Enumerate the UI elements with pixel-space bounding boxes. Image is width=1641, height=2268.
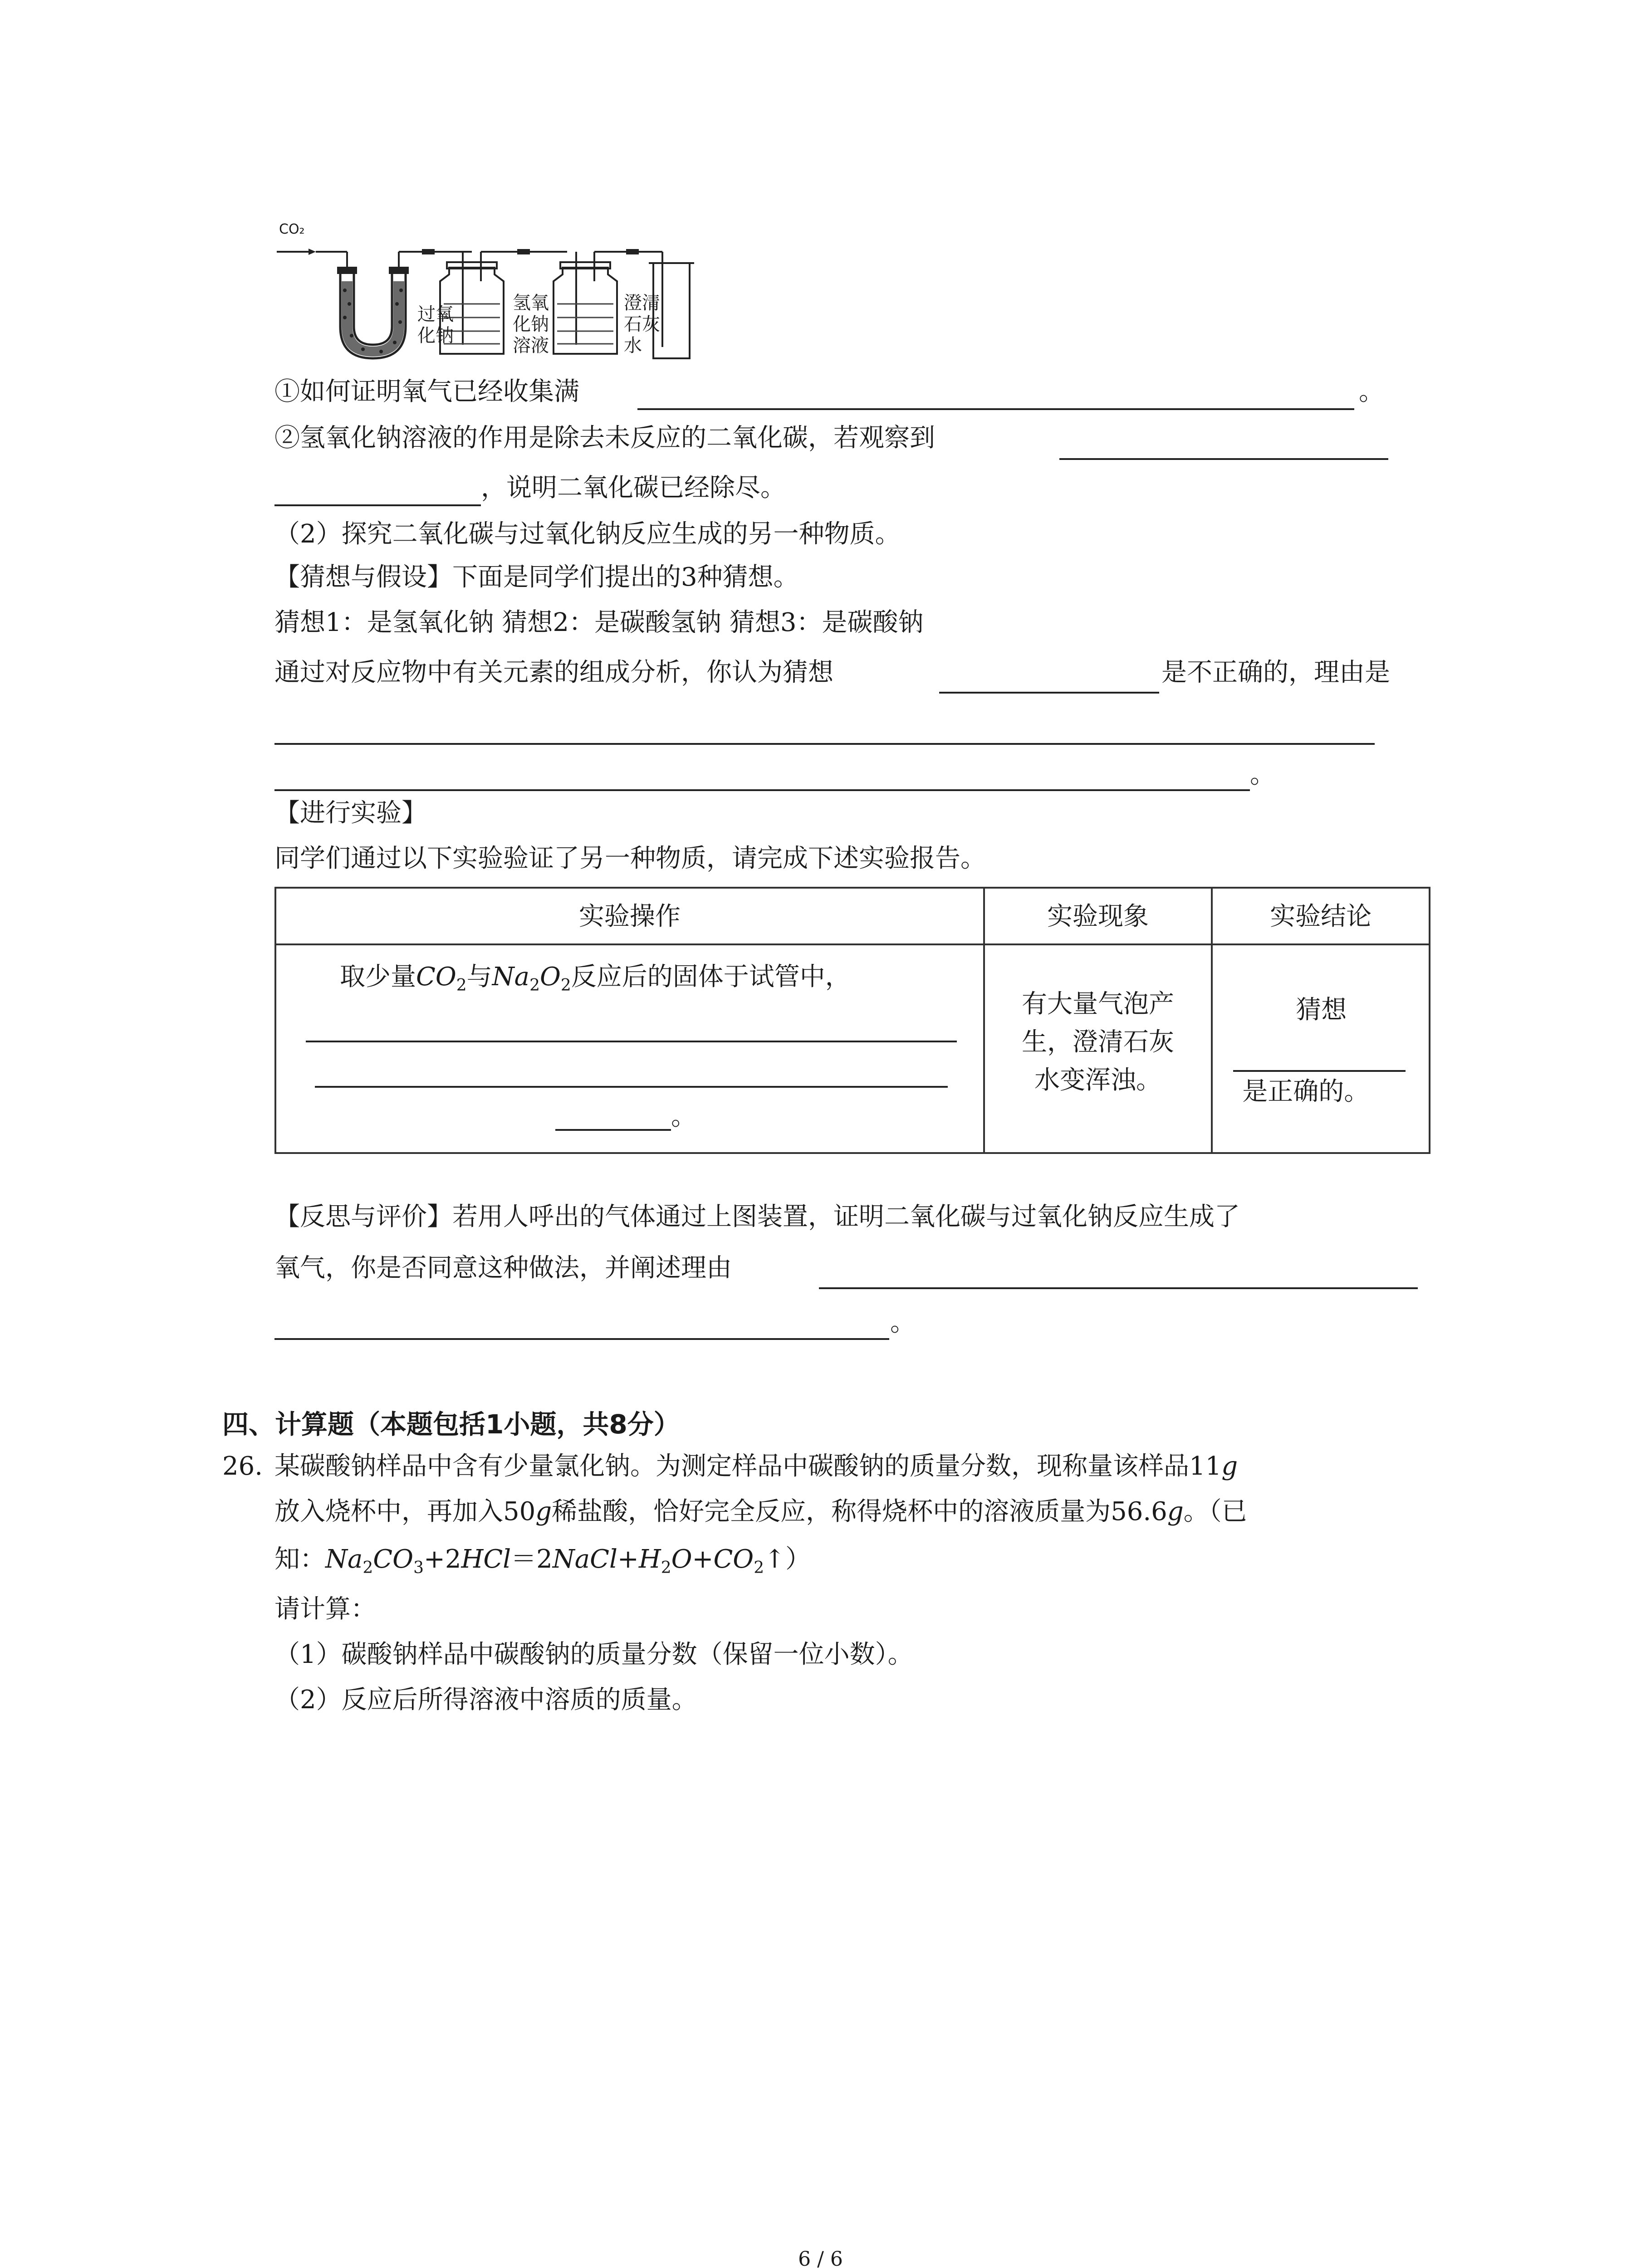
q2-answer-blank[interactable] <box>1059 458 1388 460</box>
operation-prefix: 取少量 <box>340 962 416 992</box>
na2o2-label-line: 过氧 <box>417 304 454 325</box>
limewater-label-line: 石灰 <box>624 314 660 335</box>
eq-na: Na <box>325 1545 363 1574</box>
operation-text <box>340 962 851 995</box>
q26-line2-a: 放入烧杯中，再加入50 <box>274 1497 536 1526</box>
co2-label: CO₂ <box>279 221 305 237</box>
naoh-label-line: 化钠 <box>513 314 549 335</box>
reflection-end: 。 <box>890 1308 916 1337</box>
q2-answer-blank-cont[interactable] <box>274 504 481 506</box>
operation-blank-3[interactable] <box>555 1129 671 1131</box>
q26-line1 <box>274 1454 1238 1479</box>
operation-and: 与 <box>466 962 492 992</box>
operation-cell <box>275 944 984 1153</box>
reflection-reason-blank-1[interactable] <box>819 1287 1418 1289</box>
reflection-line1: 【反思与评价】若用人呼出的气体通过上图装置，证明二氧化碳与过氧化钠反应生成了 <box>274 1202 1240 1232</box>
limewater-label <box>624 293 660 357</box>
analysis-end: 。 <box>1250 760 1275 789</box>
co2-subscript: 2 <box>456 976 467 995</box>
limewater-label-line: 澄清 <box>624 293 660 313</box>
o-formula: O <box>539 962 561 992</box>
section4-heading: 四、计算题（本题包括1小题，共8分） <box>222 1409 680 1440</box>
header-conclusion <box>1212 888 1430 944</box>
q26-line2-b: 稀盐酸，恰好完全反应，称得烧杯中的溶液质量为56.6 <box>552 1497 1167 1526</box>
eq-plus3: + <box>692 1545 714 1574</box>
o-subscript: 2 <box>560 976 571 995</box>
guess-number-blank[interactable] <box>939 692 1159 694</box>
operation-end: 。 <box>671 1102 696 1131</box>
limewater-label-line: 水 <box>624 335 642 357</box>
naoh-label-line: 氢氧 <box>513 293 549 313</box>
co2-formula: CO <box>416 962 456 992</box>
sub-question-1: （1）碳酸钠样品中碳酸钠的质量分数（保留一位小数）。 <box>274 1640 913 1669</box>
phenomenon-line: 有大量气泡产 <box>1022 989 1175 1019</box>
header-phenomenon-label: 实验现象 <box>1047 902 1149 931</box>
reason-blank-2[interactable] <box>274 789 1250 791</box>
reflection-reason-blank-2[interactable] <box>274 1338 889 1340</box>
eq-plus: +2 <box>423 1545 461 1574</box>
q2-text: ②氢氧化钠溶液的作用是除去未反应的二氧化碳，若观察到 <box>274 423 935 453</box>
header-phenomenon <box>984 888 1212 944</box>
analysis-text-after: 是不正确的，理由是 <box>1161 658 1390 687</box>
eq-sub: 2 <box>362 1559 373 1577</box>
na-formula: Na <box>492 962 530 992</box>
eq-arrow: ↑） <box>764 1545 811 1574</box>
q26-line2 <box>274 1499 1247 1525</box>
q26-line1-text: 某碳酸钠样品中含有少量氯化钠。为测定样品中碳酸钠的质量分数，现称量该样品11 <box>274 1452 1222 1481</box>
apparatus-diagram <box>272 213 749 367</box>
analysis-text: 通过对反应物中有关元素的组成分析，你认为猜想 <box>274 658 833 687</box>
conclusion-cell <box>1212 944 1430 1153</box>
guesses-line: 猜想1：是氢氧化钠 猜想2：是碳酸氢钠 猜想3：是碳酸钠 <box>274 608 924 637</box>
reason-blank-1[interactable] <box>274 743 1375 745</box>
na2o2-label <box>417 304 454 347</box>
hypothesis-heading: 【猜想与假设】下面是同学们提出的3种猜想。 <box>274 562 799 592</box>
q1-end: 。 <box>1359 377 1384 406</box>
sub-question-2: （2）反应后所得溶液中溶质的质量。 <box>274 1685 697 1715</box>
eq-co2: CO <box>713 1545 754 1574</box>
eq-sub: 2 <box>754 1559 764 1577</box>
phenomenon-line: 水变浑浊。 <box>1034 1066 1162 1095</box>
header-operation-label: 实验操作 <box>578 902 681 931</box>
q2-text-cont: ，说明二氧化碳已经除尽。 <box>481 473 786 503</box>
question-number: 26. <box>222 1452 263 1481</box>
naoh-label <box>513 293 549 357</box>
header-conclusion-label: 实验结论 <box>1270 902 1372 931</box>
phenomenon-cell <box>984 944 1212 1153</box>
unit-g: g <box>1221 1452 1238 1481</box>
conclusion-top: 猜想 <box>1296 995 1347 1025</box>
eq-sub: 3 <box>413 1559 424 1577</box>
q1-answer-blank[interactable] <box>637 408 1354 410</box>
eq-prefix: 知： <box>274 1545 325 1574</box>
q1-text: ①如何证明氧气已经收集满 <box>274 377 579 406</box>
phenomenon-text <box>985 945 1211 1093</box>
reflection-line2: 氧气，你是否同意这种做法，并阐述理由 <box>274 1253 732 1283</box>
eq-sub: 2 <box>661 1559 671 1577</box>
q26-equation-line <box>274 1545 811 1577</box>
page-number: 6 / 6 <box>798 2248 843 2268</box>
header-operation <box>275 888 984 944</box>
conclusion-guess-blank[interactable] <box>1233 1070 1406 1072</box>
eq-h: H <box>638 1545 661 1574</box>
unit-g: g <box>535 1497 552 1526</box>
please-calc: 请计算： <box>274 1594 376 1624</box>
eq-hcl: HCl <box>461 1545 511 1574</box>
eq-co: CO <box>373 1545 414 1574</box>
eq-plus2: + <box>617 1545 639 1574</box>
experiment-intro: 同学们通过以下实验验证了另一种物质，请完成下述实验报告。 <box>274 844 986 873</box>
eq-nacl: NaCl <box>552 1545 617 1574</box>
operation-blank-1[interactable] <box>306 1041 957 1042</box>
naoh-label-line: 溶液 <box>513 335 549 357</box>
eq-equals: ＝2 <box>511 1545 553 1574</box>
na2o2-label-line: 化钠 <box>417 325 454 347</box>
na-subscript: 2 <box>529 976 540 995</box>
operation-suffix: 反应后的固体于试管中， <box>571 962 851 992</box>
conclusion-bottom: 是正确的。 <box>1242 1077 1370 1106</box>
phenomenon-line: 生，澄清石灰 <box>1022 1027 1175 1057</box>
experiment-report-table <box>274 887 1430 1154</box>
q26-line2-c: 。（已 <box>1183 1497 1247 1526</box>
part2-intro: （2）探究二氧化碳与过氧化钠反应生成的另一种物质。 <box>274 519 901 549</box>
experiment-heading: 【进行实验】 <box>274 798 427 828</box>
operation-blank-2[interactable] <box>315 1086 948 1088</box>
apparatus-svg <box>272 213 749 367</box>
eq-o: O <box>671 1545 692 1574</box>
unit-g: g <box>1167 1497 1184 1526</box>
